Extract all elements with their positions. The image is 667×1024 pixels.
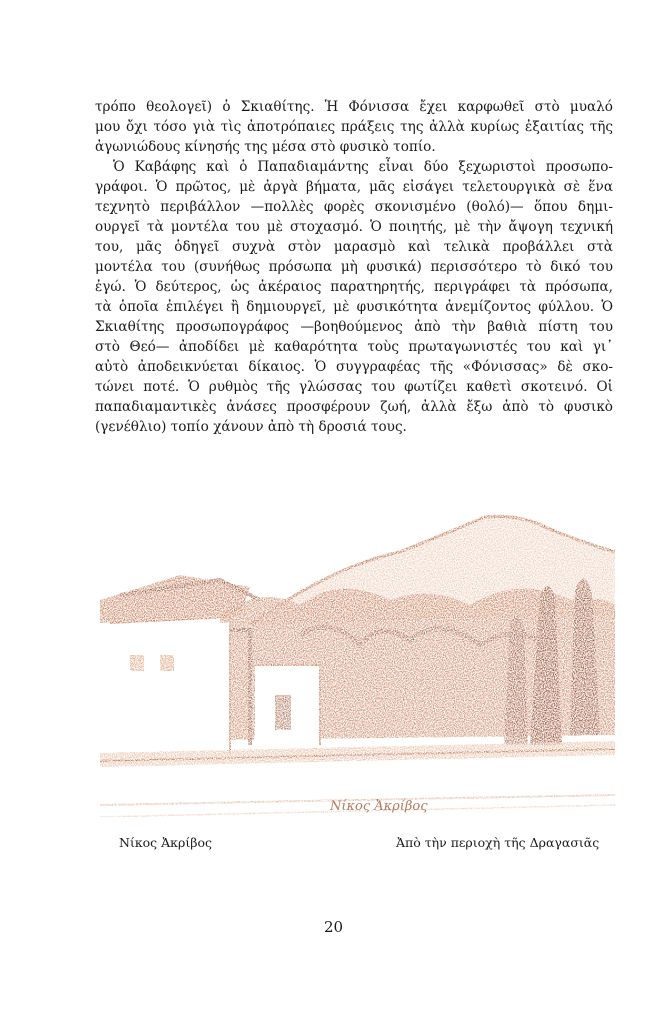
text-line: ἀγωνιώδους κίνησής της μέσα στὸ φυσικὸ τοπίο.: [95, 139, 436, 155]
text-line: (γενέθλιο) τοπίο χάνουν ἀπὸ τὴ δροσιά τους.: [95, 419, 407, 435]
text-line: τώνει ποτέ. Ὁ ρυθμὸς τῆς γλώσσας του φωτίζει καθετὶ σκοτεινό. Οἱ: [95, 379, 613, 395]
text-line: τεχνητὸ περιβάλλον —πολλὲς φορὲς σκονισμένο (θολό)— ὅπου δημι-: [95, 199, 613, 215]
location-caption: Ἀπὸ τὴν περιοχὴ τῆς Δραγασιᾶς: [396, 835, 600, 850]
body-text: [95, 97, 613, 437]
text-line: ἐγώ. Ὁ δεύτερος, ὡς ἀκέραιος παρατηρητής, περιγράφει τὰ πρόσωπα,: [95, 279, 613, 295]
text-line: μοντέλα του (συνήθως πρόσωπα μὴ φυσικά) περισσότερο τὸ δικό του: [95, 259, 613, 275]
artist-signature: Νίκος Ἀκρίβος: [330, 799, 428, 814]
artist-caption: Νίκος Ἀκρίβος: [119, 835, 212, 850]
house-window: [160, 655, 174, 671]
text-line: του, μᾶς ὁδηγεῖ συχνὰ στὸν μαρασμὸ καὶ τελικὰ προβάλλει στὰ: [95, 239, 613, 255]
house-wall: [110, 623, 230, 753]
text-line: τρόπο θεολογεῖ) ὁ Σκιαθίτης. Ἡ Φόνισσα ἔχει καρφωθεῖ στὸ μυαλό: [95, 99, 613, 115]
doorway: [275, 695, 291, 730]
house-window: [130, 655, 144, 671]
landscape-sketch: [100, 505, 615, 827]
text-line: παπαδιαμαντικὲς ἀνάσες προσφέρουν ζωή, ἀλλὰ ἔξω ἀπὸ τὸ φυσικὸ: [95, 399, 613, 415]
text-line: γράφοι. Ὁ πρῶτος, μὲ ἀργὰ βήματα, μᾶς εἰσάγει τελετουργικὰ σὲ ἕνα: [95, 179, 613, 195]
text-line: στὸ Θεό— ἀποδίδει μὲ καθαρότητα τοὺς πρωταγωνιστές του καὶ γι᾽: [95, 339, 613, 355]
text-line: ουργεῖ τὰ μοντέλα του μὲ στοχασμό. Ὁ ποιητής, μὲ τὴν ἄψογη τεχνική: [95, 219, 613, 235]
text-line: τὰ ὁποῖα ἐπιλέγει ἢ δημιουργεῖ, μὲ φυσικότητα ἀνεμίζοντος φύλλου. Ὁ: [95, 299, 613, 315]
text-line: αὐτὸ ἀποδεικνύεται δίκαιος. Ὁ συγγραφέας τῆς «Φόνισσας» δὲ σκο-: [95, 359, 613, 375]
text-line: Σκιαθίτης προσωπογράφος —βοηθούμενος ἀπὸ τὴν βαθιὰ πίστη του: [95, 319, 613, 335]
page-number: 20: [323, 918, 344, 936]
text-line: Ὁ Καβάφης καὶ ὁ Παπαδιαμάντης εἶναι δύο ξεχωριστοὶ προσωπο-: [113, 159, 613, 175]
text-line: μου ὄχι τόσο γιὰ τὶς ἀποτρόπαιες πράξεις της ἀλλὰ κυρίως ἐξαιτίας τῆς: [95, 119, 613, 135]
